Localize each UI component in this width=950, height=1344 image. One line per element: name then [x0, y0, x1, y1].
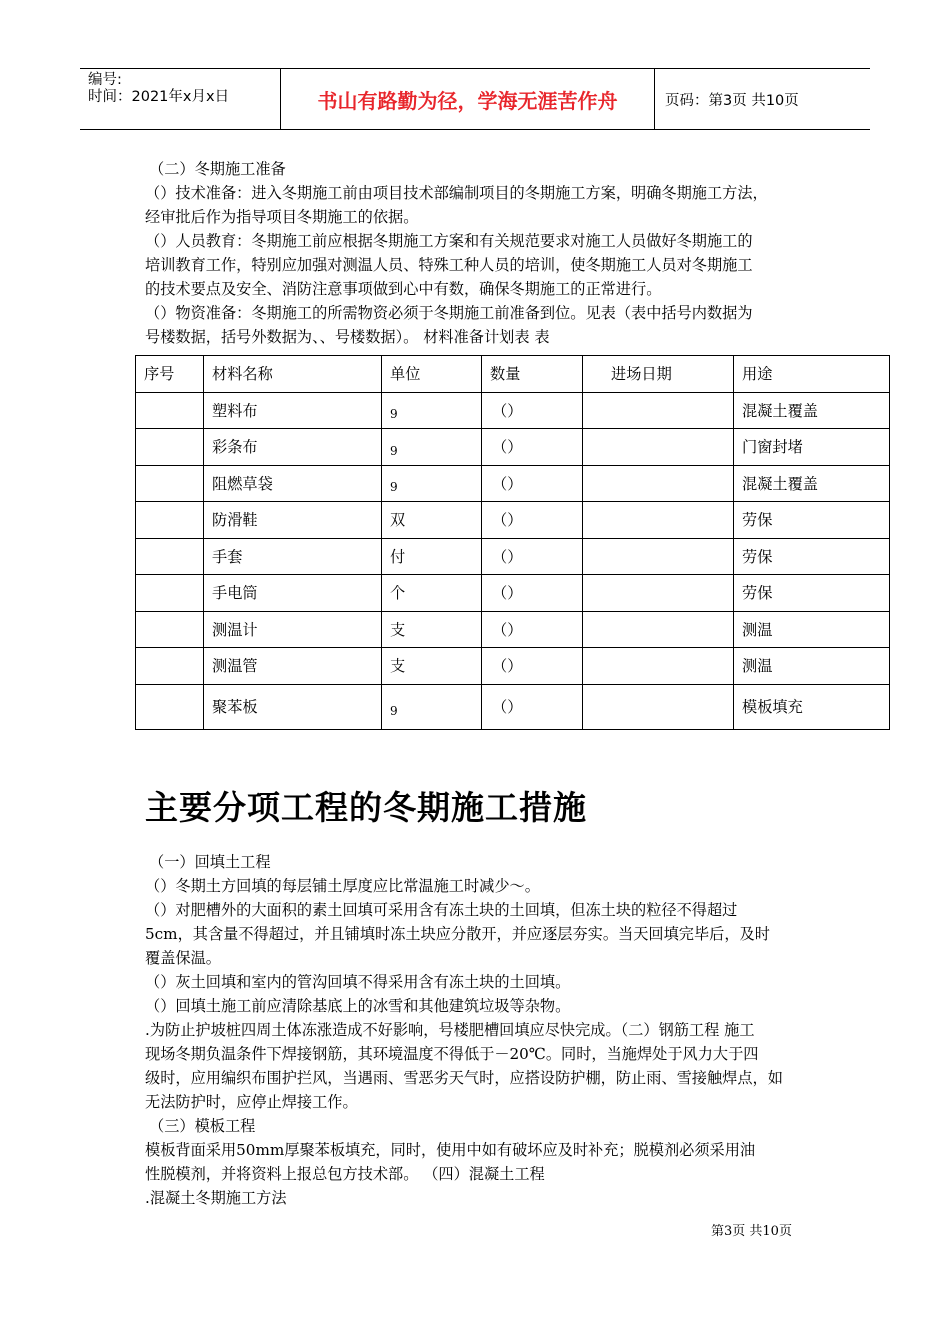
unit-text: 9: [390, 407, 398, 422]
para-line: 覆盖保温。: [145, 949, 221, 967]
cell-date: [583, 392, 734, 429]
para-line: （）冬期土方回填的每层铺土厚度应比常温施工时减少～。: [145, 877, 540, 895]
cell-unit: 支: [382, 648, 482, 685]
cell-use: 测温: [734, 611, 890, 648]
cell-seq: [136, 684, 204, 729]
table-row: [136, 648, 890, 685]
table-row: [136, 575, 890, 612]
para-line: 模板背面采用50mm厚聚苯板填充，同时，使用中如有破坏应及时补充；脱模剂必须采用油: [145, 1141, 756, 1159]
cell-name: 彩条布: [204, 429, 382, 466]
cell-use: 劳保: [734, 538, 890, 575]
para-line: 号楼数据，括号外数据为、、号楼数据）。 材料准备计划表 表: [145, 328, 550, 346]
cell-date: [583, 465, 734, 502]
cell-qty: （）: [482, 684, 583, 729]
cell-name: 聚苯板: [204, 684, 382, 729]
cell-qty: （）: [482, 429, 583, 466]
cell-seq: [136, 575, 204, 612]
col-header-seq: 序号: [136, 356, 204, 393]
cell-unit: 支: [382, 611, 482, 648]
date-label: 时间：2021年x月x日: [88, 89, 230, 105]
para-line: 经审批后作为指导项目冬期施工的依据。: [145, 208, 419, 226]
page-header: [80, 68, 870, 130]
cell-qty: （）: [482, 465, 583, 502]
para-line: 培训教育工作，特别应加强对测温人员、特殊工种人员的培训，使冬期施工人员对冬期施工: [145, 256, 753, 274]
section-title: （二）冬期施工准备: [149, 160, 286, 178]
table-row: [136, 429, 890, 466]
cell-qty: （）: [482, 648, 583, 685]
cell-unit: 双: [382, 502, 482, 539]
table-row: [136, 465, 890, 502]
cell-unit: [382, 465, 482, 502]
cell-use: 门窗封堵: [734, 429, 890, 466]
para-line: 级时，应用编织布围护拦风，当遇雨、雪恶劣天气时，应搭设防护棚，防止雨、雪接触焊点，如: [145, 1069, 783, 1087]
para-line: 现场冬期负温条件下焊接钢筋，其环境温度不得低于－20℃。同时，当施焊处于风力大于四: [145, 1045, 759, 1063]
cell-unit: [382, 392, 482, 429]
material-plan-table: [135, 355, 890, 730]
table-header-row: [136, 356, 890, 393]
para-line: （）物资准备：冬期施工的所需物资必须于冬期施工前准备到位。见表（表中括号内数据为: [145, 304, 753, 322]
cell-name: 塑料布: [204, 392, 382, 429]
cell-qty: （）: [482, 502, 583, 539]
para-line: （一）回填土工程: [149, 853, 271, 871]
cell-qty: （）: [482, 611, 583, 648]
cell-qty: （）: [482, 538, 583, 575]
para-line: （）回填土施工前应清除基底上的冰雪和其他建筑垃圾等杂物。: [145, 997, 571, 1015]
header-meta: [80, 69, 281, 129]
cell-date: [583, 575, 734, 612]
cell-name: 测温管: [204, 648, 382, 685]
para-line: 5cm，其含量不得超过，并且铺填时冻土块应分散开，并应逐层夯实。当天回填完毕后，及时: [145, 925, 770, 943]
col-header-unit: 单位: [382, 356, 482, 393]
para-line: 无法防护时，应停止焊接工作。: [145, 1093, 358, 1111]
cell-name: 防滑鞋: [204, 502, 382, 539]
cell-seq: [136, 648, 204, 685]
cell-use: 劳保: [734, 575, 890, 612]
col-header-date: 进场日期: [583, 356, 734, 393]
cell-date: [583, 429, 734, 466]
table-row: [136, 392, 890, 429]
code-label: 编号:: [88, 72, 122, 88]
para-line: （三）模板工程: [149, 1117, 256, 1135]
unit-text: 9: [390, 480, 398, 495]
cell-seq: [136, 538, 204, 575]
header-motto: 书山有路勤为径，学海无涯苦作舟: [281, 69, 655, 129]
cell-qty: （）: [482, 575, 583, 612]
section-heading: 主要分项工程的冬期施工措施: [145, 788, 587, 827]
cell-use: 模板填充: [734, 684, 890, 729]
col-header-qty: 数量: [482, 356, 583, 393]
para-line: （）灰土回填和室内的管沟回填不得采用含有冻土块的土回填。: [145, 973, 571, 991]
cell-date: [583, 502, 734, 539]
cell-seq: [136, 392, 204, 429]
cell-use: 混凝土覆盖: [734, 392, 890, 429]
cell-unit: 个: [382, 575, 482, 612]
section-measures: [145, 850, 815, 1210]
unit-text: 9: [390, 703, 398, 718]
cell-seq: [136, 429, 204, 466]
cell-unit: [382, 429, 482, 466]
cell-name: 阻燃草袋: [204, 465, 382, 502]
para-line: （）技术准备：进入冬期施工前由项目技术部编制项目的冬期施工方案，明确冬期施工方法，: [145, 184, 768, 202]
para-line: （）对肥槽外的大面积的素土回填可采用含有冻土块的土回填，但冻土块的粒径不得超过: [145, 901, 738, 919]
page-footer: 第3页 共10页: [711, 1224, 792, 1239]
cell-seq: [136, 611, 204, 648]
para-line: .混凝土冬期施工方法: [145, 1189, 287, 1207]
cell-seq: [136, 502, 204, 539]
cell-name: 手电筒: [204, 575, 382, 612]
cell-name: 测温计: [204, 611, 382, 648]
unit-text: 9: [390, 443, 398, 458]
col-header-use: 用途: [734, 356, 890, 393]
cell-seq: [136, 465, 204, 502]
table-row: [136, 684, 890, 729]
header-page-label: 页码：第3页 共10页: [665, 92, 799, 109]
para-line: （）人员教育：冬期施工前应根据冬期施工方案和有关规范要求对施工人员做好冬期施工的: [145, 232, 753, 250]
cell-name: 手套: [204, 538, 382, 575]
cell-date: [583, 611, 734, 648]
para-line: 性脱模剂，并将资料上报总包方技术部。 （四）混凝土工程: [145, 1165, 545, 1183]
cell-date: [583, 684, 734, 729]
cell-date: [583, 538, 734, 575]
cell-unit: [382, 684, 482, 729]
para-line: 的技术要点及安全、消防注意事项做到心中有数，确保冬期施工的正常进行。: [145, 280, 662, 298]
table-row: [136, 538, 890, 575]
section-prep: [145, 157, 815, 349]
cell-use: 混凝土覆盖: [734, 465, 890, 502]
col-header-name: 材料名称: [204, 356, 382, 393]
cell-date: [583, 648, 734, 685]
para-line: .为防止护坡桩四周土体冻涨造成不好影响，号楼肥槽回填应尽快完成。（二）钢筋工程 施工: [145, 1021, 755, 1039]
table-row: [136, 611, 890, 648]
cell-use: 测温: [734, 648, 890, 685]
cell-use: 劳保: [734, 502, 890, 539]
cell-unit: 付: [382, 538, 482, 575]
table-row: [136, 502, 890, 539]
cell-qty: （）: [482, 392, 583, 429]
